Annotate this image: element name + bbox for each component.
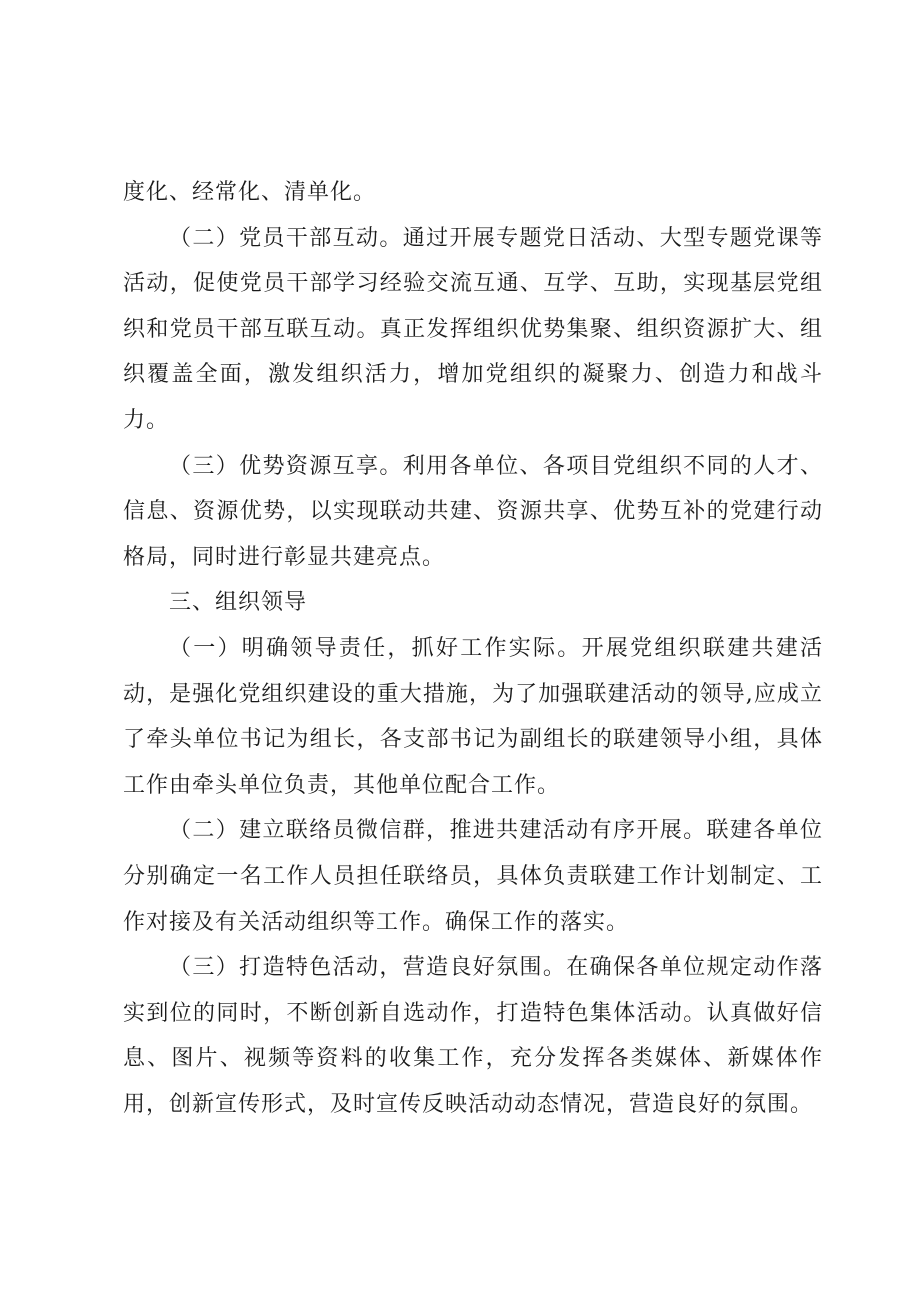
- paragraph-resource-sharing: （三）优势资源互享。利用各单位、各项目党组织不同的人才、信息、资源优势，以实现联动共建、资源共享、优势互补的党建行动格局，同时进行彰显共建亮点。: [123, 453, 823, 570]
- document-body: [123, 170, 823, 1127]
- paragraph-liaison-wechat-group: （二）建立联络员微信群，推进共建活动有序开展。联建各单位分别确定一名工作人员担任联络员，具体负责联建工作计划制定、工作对接及有关活动组织等工作。确保工作的落实。: [123, 818, 823, 935]
- paragraph-leadership-responsibility: （一）明确领导责任，抓好工作实际。开展党组织联建共建活动，是强化党组织建设的重大措施，为了加强联建活动的领导,应成立了牵头单位书记为组长，各支部书记为副组长的联建领导小组，具体工作由牵头单位负责，其他单位配合工作。: [123, 635, 823, 798]
- section-heading-organization-leadership: 三、组织领导: [169, 590, 308, 616]
- continuation-paragraph: 度化、经常化、清单化。: [123, 180, 377, 205]
- paragraph-party-member-interaction: （二）党员干部互动。通过开展专题党日活动、大型专题党课等活动，促使党员干部学习经验交流互通、互学、互助，实现基层党组织和党员干部互联互动。真正发挥组织优势集聚、组织资源扩大、组织覆盖全面，激发组织活力，增加党组织的凝聚力、创造力和战斗力。: [123, 225, 823, 433]
- paragraph-featured-activities: （三）打造特色活动，营造良好氛围。在确保各单位规定动作落实到位的同时，不断创新自选动作，打造特色集体活动。认真做好信息、图片、视频等资料的收集工作，充分发挥各类媒体、新媒体作用，创新宣传形式，及时宣传反映活动动态情况，营造良好的氛围。: [123, 955, 823, 1117]
